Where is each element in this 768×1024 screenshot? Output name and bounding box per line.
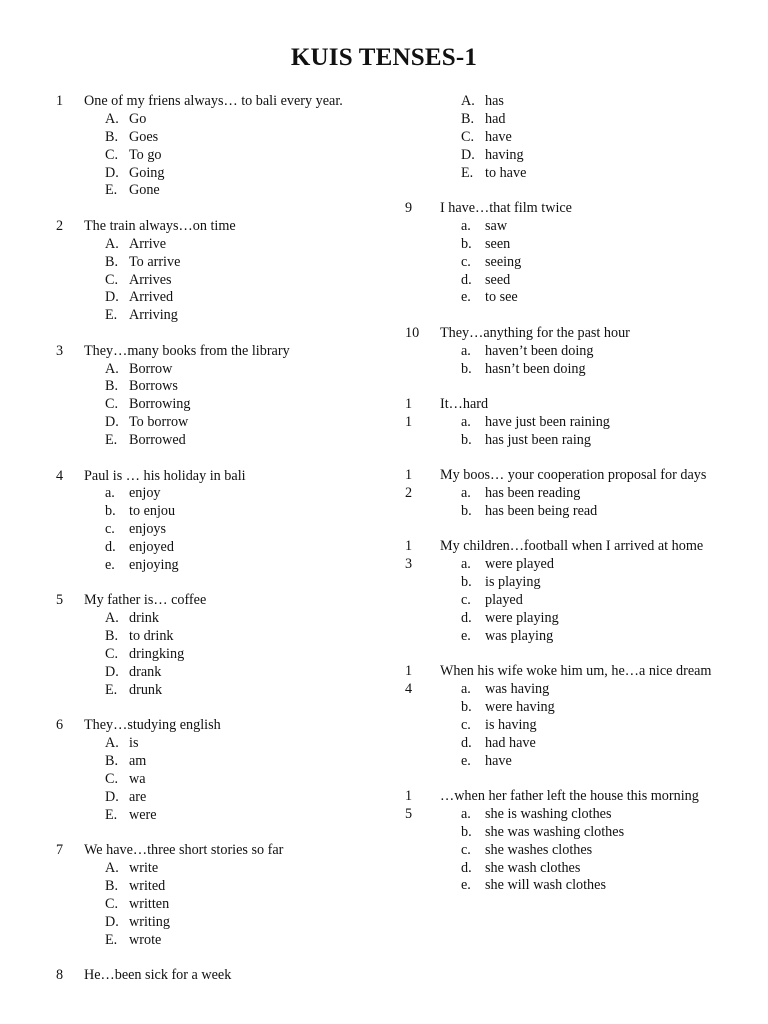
option-text: has been reading xyxy=(485,485,581,502)
question-number-continued xyxy=(405,289,440,307)
answer-option xyxy=(405,93,750,111)
answer-option xyxy=(405,432,750,450)
question-text: They…anything for the past hour xyxy=(440,324,630,341)
question-text: He…been sick for a week xyxy=(84,966,232,983)
question-block xyxy=(56,93,396,200)
question-number: 7 xyxy=(56,842,64,859)
option-letter: E. xyxy=(461,164,474,181)
option-letter: D. xyxy=(105,164,119,181)
answer-option xyxy=(405,485,750,503)
answer-option xyxy=(56,932,396,950)
question-number-continued xyxy=(405,877,440,895)
question-number-continued: 5 xyxy=(405,805,413,822)
option-text: to see xyxy=(485,289,518,306)
option-text: has just been raing xyxy=(485,431,591,448)
question-line xyxy=(405,396,750,414)
option-letter: C. xyxy=(105,770,119,787)
option-letter: D. xyxy=(105,414,119,431)
option-text: drink xyxy=(129,610,159,627)
question-text: When his wife woke him um, he…a nice dream xyxy=(440,663,712,680)
question-number-continued xyxy=(405,628,440,646)
question-number-continued xyxy=(405,842,440,860)
question-block xyxy=(405,663,750,770)
answer-option xyxy=(56,753,396,771)
option-letter: C. xyxy=(461,128,475,145)
question-number: 10 xyxy=(405,324,420,341)
answer-option xyxy=(405,129,750,147)
question-block xyxy=(56,967,396,985)
question-block xyxy=(405,788,750,895)
option-letter: E. xyxy=(105,432,118,449)
option-letter: d. xyxy=(461,859,472,876)
option-text: have xyxy=(485,752,512,769)
option-letter: B. xyxy=(105,128,119,145)
answer-option xyxy=(56,272,396,290)
option-text: was having xyxy=(485,681,550,698)
option-text: she is washing clothes xyxy=(485,805,612,822)
option-letter: D. xyxy=(105,788,119,805)
option-letter: d. xyxy=(461,734,472,751)
question-block xyxy=(56,343,396,450)
option-letter: a. xyxy=(461,805,471,822)
question-number: 1 xyxy=(405,788,413,804)
question-text: They…studying english xyxy=(84,717,221,734)
question-number-continued: 1 xyxy=(405,413,413,430)
answer-option xyxy=(56,129,396,147)
answer-option xyxy=(405,218,750,236)
option-text: haven’t been doing xyxy=(485,342,594,359)
question-text: …when her father left the house this morning xyxy=(440,788,699,804)
option-text: Going xyxy=(129,164,165,181)
option-text: enjoys xyxy=(129,521,167,538)
answer-option xyxy=(56,111,396,129)
question-text: My boos… your cooperation proposal for days xyxy=(440,467,707,484)
answer-option xyxy=(56,432,396,450)
option-letter: E. xyxy=(105,182,118,199)
question-number: 5 xyxy=(56,592,64,609)
option-text: enjoyed xyxy=(129,539,174,556)
option-text: was playing xyxy=(485,627,554,644)
answer-option xyxy=(405,699,750,717)
page-title: KUIS TENSES-1 xyxy=(290,44,478,71)
question-block xyxy=(56,592,396,699)
option-letter: b. xyxy=(461,235,472,252)
question-number: 4 xyxy=(56,467,64,484)
option-text: are xyxy=(129,788,147,805)
question-number-continued: 2 xyxy=(405,485,413,502)
question-text: My father is… coffee xyxy=(84,592,207,609)
answer-option xyxy=(56,414,396,432)
question-block xyxy=(405,538,750,645)
option-text: is xyxy=(129,735,139,752)
option-text: to drink xyxy=(129,628,174,645)
question-number: 1 xyxy=(405,467,413,484)
answer-option xyxy=(56,896,396,914)
question-text: One of my friens always… to bali every year. xyxy=(84,93,343,109)
question-8-options xyxy=(405,93,750,182)
question-number-continued xyxy=(405,753,440,771)
option-text: write xyxy=(129,859,159,876)
option-text: to have xyxy=(485,164,527,181)
question-line xyxy=(405,538,750,556)
answer-option xyxy=(405,842,750,860)
answer-option xyxy=(56,807,396,825)
question-number-continued xyxy=(405,503,440,521)
question-number: 2 xyxy=(56,217,64,234)
option-text: hasn’t been doing xyxy=(485,360,586,377)
question-text: Paul is … his holiday in bali xyxy=(84,467,246,484)
answer-option xyxy=(405,503,750,521)
question-number: 1 xyxy=(56,93,64,109)
option-letter: b. xyxy=(461,823,472,840)
answer-option xyxy=(56,557,396,575)
answer-option xyxy=(405,254,750,272)
answer-option xyxy=(405,860,750,878)
question-number-continued xyxy=(405,432,440,450)
answer-option xyxy=(405,592,750,610)
option-letter: E. xyxy=(105,806,118,823)
question-number-continued xyxy=(405,343,440,361)
answer-option xyxy=(56,165,396,183)
answer-option xyxy=(405,289,750,307)
answer-option xyxy=(405,111,750,129)
question-line xyxy=(56,717,396,735)
answer-option xyxy=(56,289,396,307)
question-text: My children…football when I arrived at home xyxy=(440,538,704,555)
option-text: drunk xyxy=(129,681,163,698)
question-number-continued xyxy=(405,254,440,272)
answer-option xyxy=(405,574,750,592)
question-number-continued xyxy=(405,272,440,290)
question-number: 6 xyxy=(56,717,64,734)
option-letter: b. xyxy=(105,503,116,520)
question-number-continued xyxy=(405,699,440,717)
right-column xyxy=(405,93,750,895)
answer-option xyxy=(56,378,396,396)
option-letter: e. xyxy=(105,556,115,573)
question-number: 9 xyxy=(405,199,413,216)
question-line xyxy=(56,93,396,111)
option-text: To arrive xyxy=(129,253,181,270)
question-line xyxy=(405,663,750,681)
option-text: were playing xyxy=(485,609,559,626)
question-line xyxy=(405,325,750,343)
option-letter: d. xyxy=(461,609,472,626)
question-line xyxy=(56,468,396,486)
option-letter: A. xyxy=(105,235,119,252)
question-block xyxy=(405,396,750,450)
option-letter: C. xyxy=(105,146,119,163)
option-text: wa xyxy=(129,770,146,787)
option-letter: b. xyxy=(461,431,472,448)
question-line xyxy=(56,967,396,985)
option-letter: d. xyxy=(461,271,472,288)
question-line xyxy=(405,467,750,485)
question-number-continued: 4 xyxy=(405,681,413,698)
option-letter: e. xyxy=(461,627,471,644)
option-text: saw xyxy=(485,217,508,234)
option-text: to enjou xyxy=(129,503,176,520)
answer-option xyxy=(405,556,750,574)
option-letter: C. xyxy=(105,895,119,912)
question-number-continued xyxy=(405,574,440,592)
question-block xyxy=(56,468,396,575)
option-text: has xyxy=(485,93,504,109)
option-letter: B. xyxy=(105,877,119,894)
option-text: enjoy xyxy=(129,485,161,502)
option-letter: E. xyxy=(105,681,118,698)
answer-option xyxy=(56,485,396,503)
option-letter: a. xyxy=(105,485,115,502)
option-letter: D. xyxy=(105,289,119,306)
question-number-continued: 3 xyxy=(405,556,413,573)
option-text: played xyxy=(485,591,523,608)
question-text: They…many books from the library xyxy=(84,342,290,359)
option-letter: a. xyxy=(461,681,471,698)
option-letter: e. xyxy=(461,752,471,769)
option-text: Borrowed xyxy=(129,432,186,449)
option-text: wrote xyxy=(129,931,162,948)
option-text: seen xyxy=(485,235,511,252)
answer-option xyxy=(405,628,750,646)
answer-option xyxy=(56,539,396,557)
option-letter: C. xyxy=(105,396,119,413)
answer-option xyxy=(405,753,750,771)
option-text: Borrows xyxy=(129,378,178,395)
option-letter: c. xyxy=(461,841,471,858)
option-letter: b. xyxy=(461,360,472,377)
question-text: We have…three short stories so far xyxy=(84,842,284,859)
option-letter: A. xyxy=(105,110,119,127)
answer-option xyxy=(405,147,750,165)
question-number-continued xyxy=(405,361,440,379)
option-text: she wash clothes xyxy=(485,859,581,876)
option-text: were xyxy=(129,806,157,823)
question-block xyxy=(405,200,750,307)
option-letter: B. xyxy=(105,253,119,270)
option-text: Goes xyxy=(129,128,159,145)
answer-option xyxy=(56,664,396,682)
option-text: To go xyxy=(129,146,162,163)
question-line xyxy=(56,592,396,610)
answer-option xyxy=(405,806,750,824)
option-letter: D. xyxy=(105,663,119,680)
answer-option xyxy=(56,789,396,807)
option-text: written xyxy=(129,895,170,912)
answer-option xyxy=(405,681,750,699)
question-number: 1 xyxy=(405,663,413,680)
question-line xyxy=(56,842,396,860)
answer-option xyxy=(56,503,396,521)
option-text: were played xyxy=(485,556,554,573)
option-letter: d. xyxy=(105,539,116,556)
option-letter: A. xyxy=(105,610,119,627)
option-text: having xyxy=(485,146,524,163)
option-letter: c. xyxy=(105,521,115,538)
question-block xyxy=(405,325,750,379)
answer-option xyxy=(405,165,750,183)
option-text: is playing xyxy=(485,574,541,591)
option-text: Borrow xyxy=(129,360,173,377)
option-letter: e. xyxy=(461,877,471,894)
option-letter: D. xyxy=(461,146,475,163)
answer-option xyxy=(56,361,396,379)
answer-option xyxy=(405,717,750,735)
answer-option xyxy=(56,610,396,628)
option-text: writed xyxy=(129,877,166,894)
answer-option xyxy=(56,182,396,200)
option-letter: B. xyxy=(105,628,119,645)
answer-option xyxy=(405,735,750,753)
answer-option xyxy=(405,877,750,895)
question-line xyxy=(405,788,750,806)
option-text: is having xyxy=(485,716,537,733)
question-number-continued xyxy=(405,824,440,842)
answer-option xyxy=(56,646,396,664)
question-number: 1 xyxy=(405,538,413,555)
option-text: seeing xyxy=(485,253,522,270)
answer-option xyxy=(56,521,396,539)
answer-option xyxy=(405,361,750,379)
option-text: dringking xyxy=(129,646,185,663)
answer-option xyxy=(405,272,750,290)
answer-option xyxy=(56,628,396,646)
option-text: Arrived xyxy=(129,289,174,306)
question-block xyxy=(56,218,396,325)
answer-option xyxy=(405,236,750,254)
answer-option xyxy=(405,824,750,842)
option-letter: E. xyxy=(105,307,118,324)
option-letter: b. xyxy=(461,698,472,715)
question-block xyxy=(56,842,396,949)
question-number-continued xyxy=(405,236,440,254)
question-number-continued xyxy=(405,860,440,878)
answer-option xyxy=(405,343,750,361)
option-text: writing xyxy=(129,913,170,930)
option-letter: b. xyxy=(461,574,472,591)
answer-option xyxy=(56,735,396,753)
option-text: Arrives xyxy=(129,271,172,288)
option-letter: a. xyxy=(461,485,471,502)
answer-option xyxy=(56,914,396,932)
answer-option xyxy=(56,682,396,700)
answer-option xyxy=(405,610,750,628)
option-text: Borrowing xyxy=(129,396,191,413)
option-text: has been being read xyxy=(485,502,598,519)
question-number-continued xyxy=(405,218,440,236)
option-text: Go xyxy=(129,110,147,127)
question-number-continued xyxy=(405,717,440,735)
option-text: she washes clothes xyxy=(485,841,593,858)
question-number: 3 xyxy=(56,342,64,359)
question-text: It…hard xyxy=(440,395,489,412)
answer-option xyxy=(405,414,750,432)
question-text: I have…that film twice xyxy=(440,199,572,216)
question-line xyxy=(56,218,396,236)
option-letter: a. xyxy=(461,217,471,234)
left-column xyxy=(56,93,396,985)
option-text: am xyxy=(129,753,147,769)
option-text: To borrow xyxy=(129,414,189,431)
option-letter: A. xyxy=(105,735,119,752)
option-letter: C. xyxy=(105,271,119,288)
option-letter: E. xyxy=(105,931,118,948)
option-letter: c. xyxy=(461,253,471,270)
option-letter: C. xyxy=(105,646,119,663)
answer-option xyxy=(56,860,396,878)
option-letter: c. xyxy=(461,716,471,733)
option-text: seed xyxy=(485,271,511,288)
option-text: she was washing clothes xyxy=(485,823,625,840)
option-letter: B. xyxy=(105,753,119,769)
option-letter: e. xyxy=(461,289,471,306)
option-text: drank xyxy=(129,663,162,680)
question-number: 8 xyxy=(56,966,64,983)
answer-option xyxy=(56,307,396,325)
option-letter: D. xyxy=(105,913,119,930)
option-letter: B. xyxy=(105,378,119,395)
option-text: Gone xyxy=(129,182,160,199)
answer-option xyxy=(56,771,396,789)
option-text: had xyxy=(485,110,506,127)
question-block xyxy=(405,467,750,521)
option-text: Arrive xyxy=(129,235,167,252)
option-text: she will wash clothes xyxy=(485,877,606,894)
option-letter: c. xyxy=(461,591,471,608)
answer-option xyxy=(56,254,396,272)
answer-option xyxy=(56,147,396,165)
option-text: were having xyxy=(485,698,555,715)
question-number-continued xyxy=(405,735,440,753)
option-text: had have xyxy=(485,734,536,751)
answer-option xyxy=(56,396,396,414)
answer-option xyxy=(56,236,396,254)
option-letter: b. xyxy=(461,502,472,519)
question-line xyxy=(405,200,750,218)
option-letter: a. xyxy=(461,342,471,359)
question-number-continued xyxy=(405,592,440,610)
question-text: The train always…on time xyxy=(84,217,236,234)
option-letter: A. xyxy=(105,360,119,377)
answer-option xyxy=(56,878,396,896)
question-number-continued xyxy=(405,610,440,628)
question-line xyxy=(56,343,396,361)
option-text: have xyxy=(485,128,512,145)
option-letter: B. xyxy=(461,110,475,127)
option-text: Arriving xyxy=(129,307,178,324)
question-number: 1 xyxy=(405,395,413,412)
question-block xyxy=(56,717,396,824)
option-letter: a. xyxy=(461,413,471,430)
option-letter: a. xyxy=(461,556,471,573)
option-letter: A. xyxy=(105,859,119,876)
option-text: have just been raining xyxy=(485,413,610,430)
option-text: enjoying xyxy=(129,556,179,573)
option-letter: A. xyxy=(461,93,475,109)
